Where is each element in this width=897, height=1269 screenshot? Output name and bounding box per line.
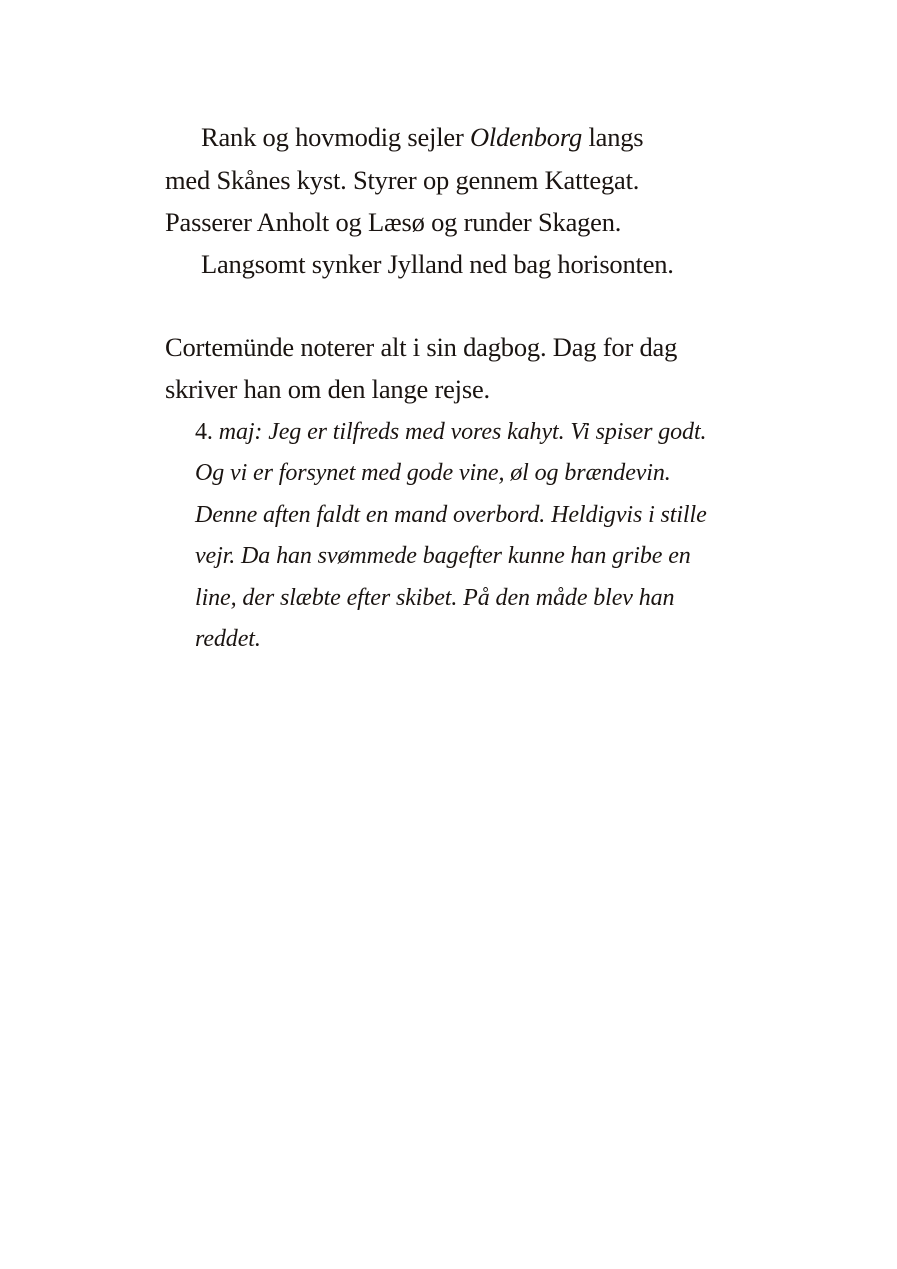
- paragraph-1-line-3: Passerer Anholt og Læsø og runder Skagen.: [165, 207, 622, 237]
- paragraph-2-line-1: Cortemünde noterer alt i sin dagbog. Dag for dag: [165, 332, 678, 362]
- diary-quote-line-5: line, der slæbte efter skibet. På den måde blev han: [195, 585, 675, 611]
- paragraph-1-line-1: [201, 122, 643, 152]
- diary-quote-line-1: [195, 417, 706, 447]
- paragraph-2-line-2: skriver han om den lange rejse.: [165, 374, 490, 404]
- text-span: maj: Jeg er tilfreds med vores kahyt. Vi spiser godt.: [212, 419, 707, 445]
- diary-quote-line-2: Og vi er forsynet med gode vine, øl og brændevin.: [195, 460, 671, 486]
- diary-quote-line-3: Denne aften faldt en mand overbord. Heldigvis i stille: [195, 502, 707, 528]
- diary-quote-line-6: reddet.: [195, 626, 261, 652]
- text-span: Rank og hovmodig sejler: [201, 122, 470, 152]
- diary-quote-line-4: vejr. Da han svømmede bagefter kunne han gribe en: [195, 543, 691, 569]
- ship-name-italic: Oldenborg: [470, 122, 583, 152]
- paragraph-1-line-4: Langsomt synker Jylland ned bag horisonten.: [201, 249, 674, 279]
- diary-date-number: 4.: [195, 419, 213, 445]
- paragraph-1-line-2: med Skånes kyst. Styrer op gennem Kattegat.: [165, 165, 640, 195]
- text-span: langs: [582, 122, 644, 152]
